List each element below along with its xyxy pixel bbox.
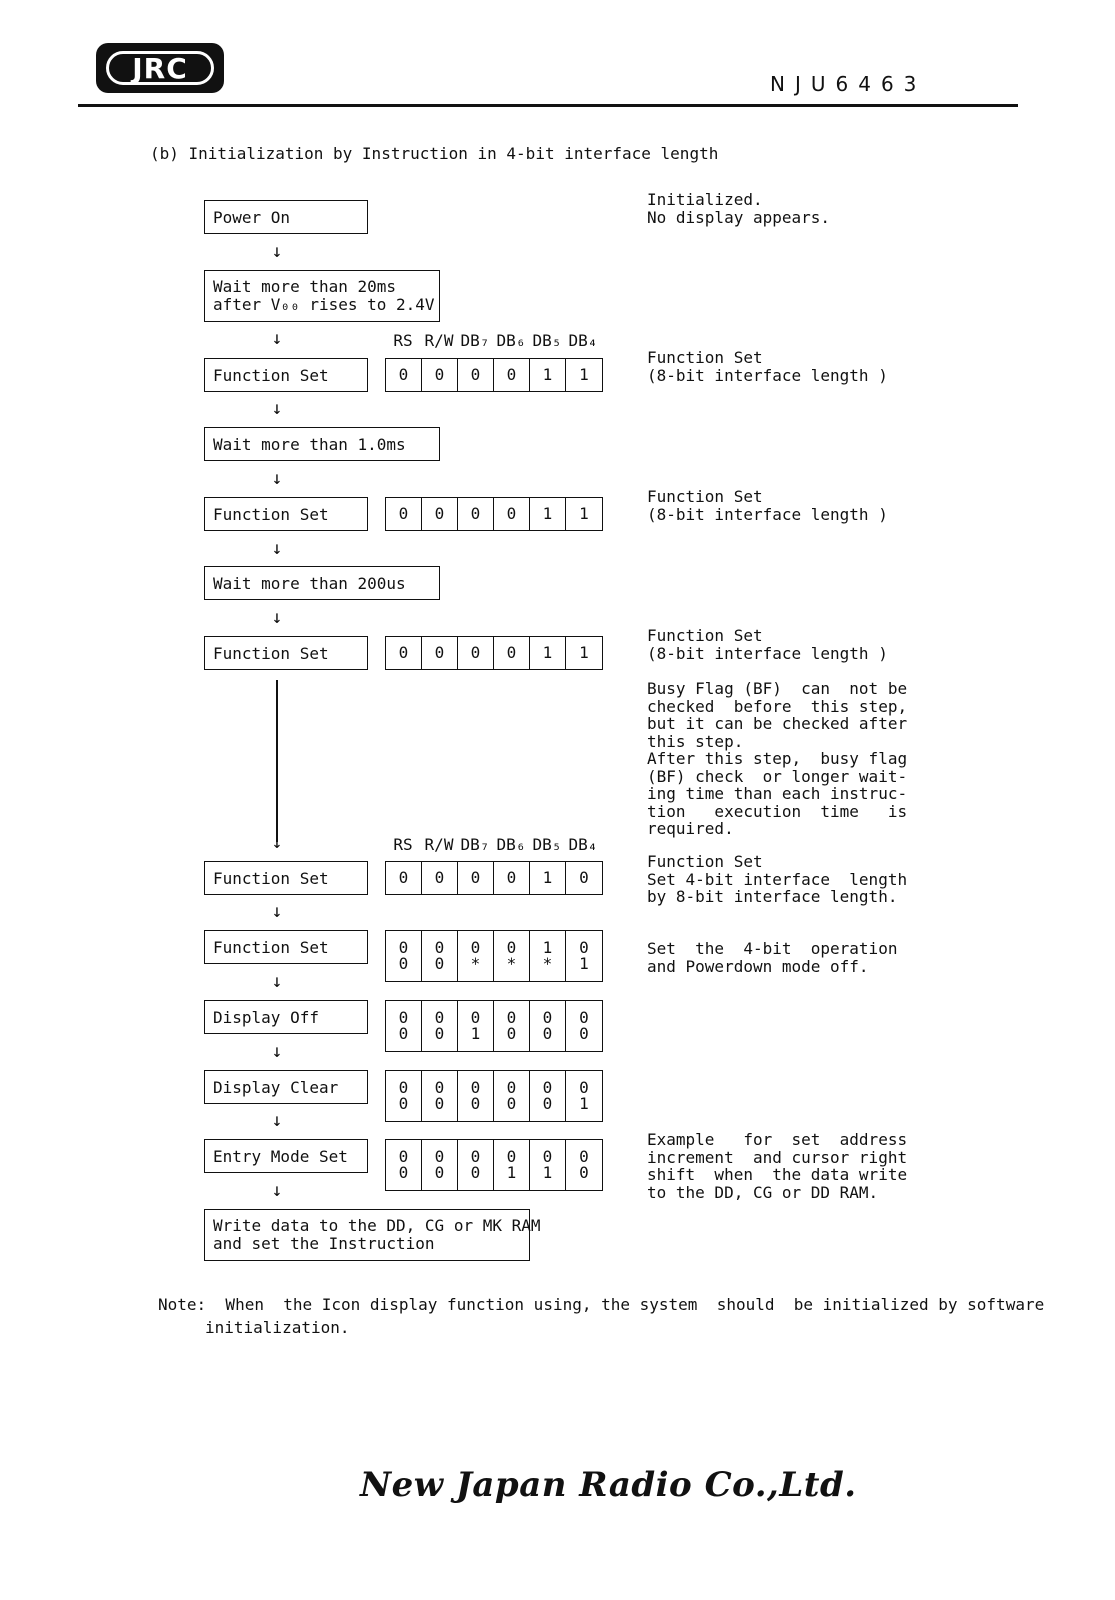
bit-cell: 0 1 — [494, 1140, 530, 1190]
bit-cell: 0 0 — [386, 1001, 422, 1051]
step-function-set-4: Function Set — [204, 861, 368, 895]
column-header-row — [385, 835, 601, 854]
down-arrow-icon: ↓ — [271, 1041, 283, 1062]
header-db4: DB₄ — [568, 835, 598, 854]
bit-cell: 0 0 — [579, 1008, 589, 1043]
note-busy-flag: Busy Flag (BF) can not be checked before this step, but it can be checked after this step. After this step, busy flag (BF) check or longer wait- ing time than each instruc- tion execution time is required. — [647, 679, 908, 838]
header-rw: R/W — [424, 331, 454, 350]
bit-cell: 1 — [579, 504, 589, 523]
down-arrow-icon: ↓ — [271, 607, 283, 628]
bit-row-7 — [385, 1070, 603, 1122]
bit-cell: 0 — [494, 637, 530, 669]
bit-cell: 0 0 — [530, 1001, 566, 1051]
step-write-data — [204, 1209, 541, 1261]
bit-cell: 0 0 — [494, 1001, 530, 1051]
bit-cell: 0 1 — [458, 1001, 494, 1051]
note-function-set-1: Function Set (8-bit interface length ) — [647, 348, 888, 385]
step-function-set-2: Function Set — [204, 497, 368, 531]
header-rw: R/W — [424, 835, 454, 854]
bit-cell: 0 — [494, 498, 530, 530]
header-db5: DB₅ — [532, 835, 562, 854]
note-set-4bit-operation: Set the 4-bit operation and Powerdown mode off. — [647, 939, 898, 976]
footnote — [158, 1293, 1044, 1339]
header-db6: DB₆ — [496, 331, 526, 350]
step-function-set-5: Function Set — [204, 930, 368, 964]
note-function-set-4: Function Set Set 4-bit interface length by 8-bit interface length. — [647, 852, 908, 906]
company-name: New Japan Radio Co.,Ltd. — [360, 1465, 857, 1505]
column-header-row — [385, 331, 601, 350]
bit-cell: 0 — [458, 862, 494, 894]
bit-cell: 0 0 — [386, 1071, 422, 1121]
down-arrow-icon: ↓ — [271, 328, 283, 349]
bit-row-3 — [385, 636, 603, 670]
bit-cell: 0 — [386, 637, 422, 669]
down-arrow-icon: ↓ — [271, 832, 283, 853]
footnote-line-1: Note: When the Icon display function using, the system should be initialized by software — [158, 1295, 1045, 1314]
down-arrow-icon: ↓ — [271, 1180, 283, 1201]
header-rs: RS — [393, 331, 413, 350]
bit-cell: 0 — [422, 359, 458, 391]
bit-cell: 0 0 — [422, 931, 458, 981]
bit-cell: 1 — [579, 643, 589, 662]
bit-row-8 — [385, 1139, 603, 1191]
bit-cell: 0 — [386, 359, 422, 391]
bit-cell: 0 1 — [579, 1078, 589, 1113]
step-write-data-text: Write data to the DD, CG or MK RAM and set the Instruction — [213, 1216, 541, 1253]
jrc-logo — [96, 43, 224, 93]
bit-cell: 0 0 — [579, 1147, 589, 1182]
bit-row-6 — [385, 1000, 603, 1052]
bit-cell: 0 0 — [386, 1140, 422, 1190]
logo-text: JRC — [132, 51, 188, 85]
bit-cell: 0 — [579, 868, 589, 887]
bit-cell: 0 — [386, 498, 422, 530]
header-db7: DB₇ — [460, 835, 490, 854]
bit-cell: 0 1 — [579, 938, 589, 973]
step-wait-1ms: Wait more than 1.0ms — [204, 427, 440, 461]
header-db7: DB₇ — [460, 331, 490, 350]
step-wait-20ms — [204, 270, 440, 322]
bit-cell: 0 0 — [386, 931, 422, 981]
header-rule — [78, 104, 1018, 107]
step-function-set-1: Function Set — [204, 358, 368, 392]
header-db5: DB₅ — [532, 331, 562, 350]
bit-cell: 1 — [530, 862, 566, 894]
bit-cell: 0 — [422, 498, 458, 530]
bit-cell: 0 * — [494, 931, 530, 981]
bit-cell: 0 — [458, 637, 494, 669]
header-db4: DB₄ — [568, 331, 598, 350]
bit-cell: 0 0 — [494, 1071, 530, 1121]
bit-cell: 1 — [530, 498, 566, 530]
bit-cell: 0 0 — [458, 1140, 494, 1190]
section-heading: (b) Initialization by Instruction in 4-bit interface length — [150, 144, 719, 163]
bit-cell: 0 — [458, 498, 494, 530]
bit-cell: 0 — [422, 637, 458, 669]
part-number: NJU6463 — [770, 72, 927, 96]
bit-cell: 0 0 — [530, 1071, 566, 1121]
down-arrow-icon: ↓ — [271, 901, 283, 922]
bit-row-5 — [385, 930, 603, 982]
bit-cell: 0 — [458, 359, 494, 391]
bit-cell: 0 1 — [530, 1140, 566, 1190]
bit-cell: 1 — [530, 359, 566, 391]
note-function-set-2: Function Set (8-bit interface length ) — [647, 487, 888, 524]
step-display-clear: Display Clear — [204, 1070, 368, 1104]
bit-cell: 0 0 — [422, 1001, 458, 1051]
bit-cell: 0 — [422, 862, 458, 894]
step-entry-mode-set: Entry Mode Set — [204, 1139, 368, 1173]
bit-cell: 0 0 — [422, 1071, 458, 1121]
header-rs: RS — [393, 835, 413, 854]
flow-line — [276, 680, 278, 842]
footnote-line-2: initialization. — [205, 1318, 350, 1337]
header-db6: DB₆ — [496, 835, 526, 854]
down-arrow-icon: ↓ — [271, 241, 283, 262]
step-function-set-3: Function Set — [204, 636, 368, 670]
step-wait-20ms-text: Wait more than 20ms after V₀₀ rises to 2.4V — [213, 277, 435, 314]
note-entry-mode-example: Example for set address increment and cursor right shift when the data write to the DD, CG or DD RAM. — [647, 1130, 908, 1202]
down-arrow-icon: ↓ — [271, 398, 283, 419]
note-initialized: Initialized. No display appears. — [647, 190, 831, 227]
bit-row-4 — [385, 861, 603, 895]
step-display-off: Display Off — [204, 1000, 368, 1034]
down-arrow-icon: ↓ — [271, 1110, 283, 1131]
down-arrow-icon: ↓ — [271, 468, 283, 489]
down-arrow-icon: ↓ — [271, 538, 283, 559]
bit-cell: 0 — [494, 359, 530, 391]
bit-cell: 0 0 — [422, 1140, 458, 1190]
bit-cell: 1 — [530, 637, 566, 669]
note-function-set-3: Function Set (8-bit interface length ) — [647, 626, 888, 663]
bit-row-2 — [385, 497, 603, 531]
bit-cell: 0 * — [458, 931, 494, 981]
bit-cell: 1 * — [530, 931, 566, 981]
bit-cell: 0 0 — [458, 1071, 494, 1121]
down-arrow-icon: ↓ — [271, 971, 283, 992]
step-power-on: Power On — [204, 200, 368, 234]
bit-cell: 1 — [579, 365, 589, 384]
bit-row-1 — [385, 358, 603, 392]
step-wait-200us: Wait more than 200us — [204, 566, 440, 600]
bit-cell: 0 — [386, 862, 422, 894]
bit-cell: 0 — [494, 862, 530, 894]
